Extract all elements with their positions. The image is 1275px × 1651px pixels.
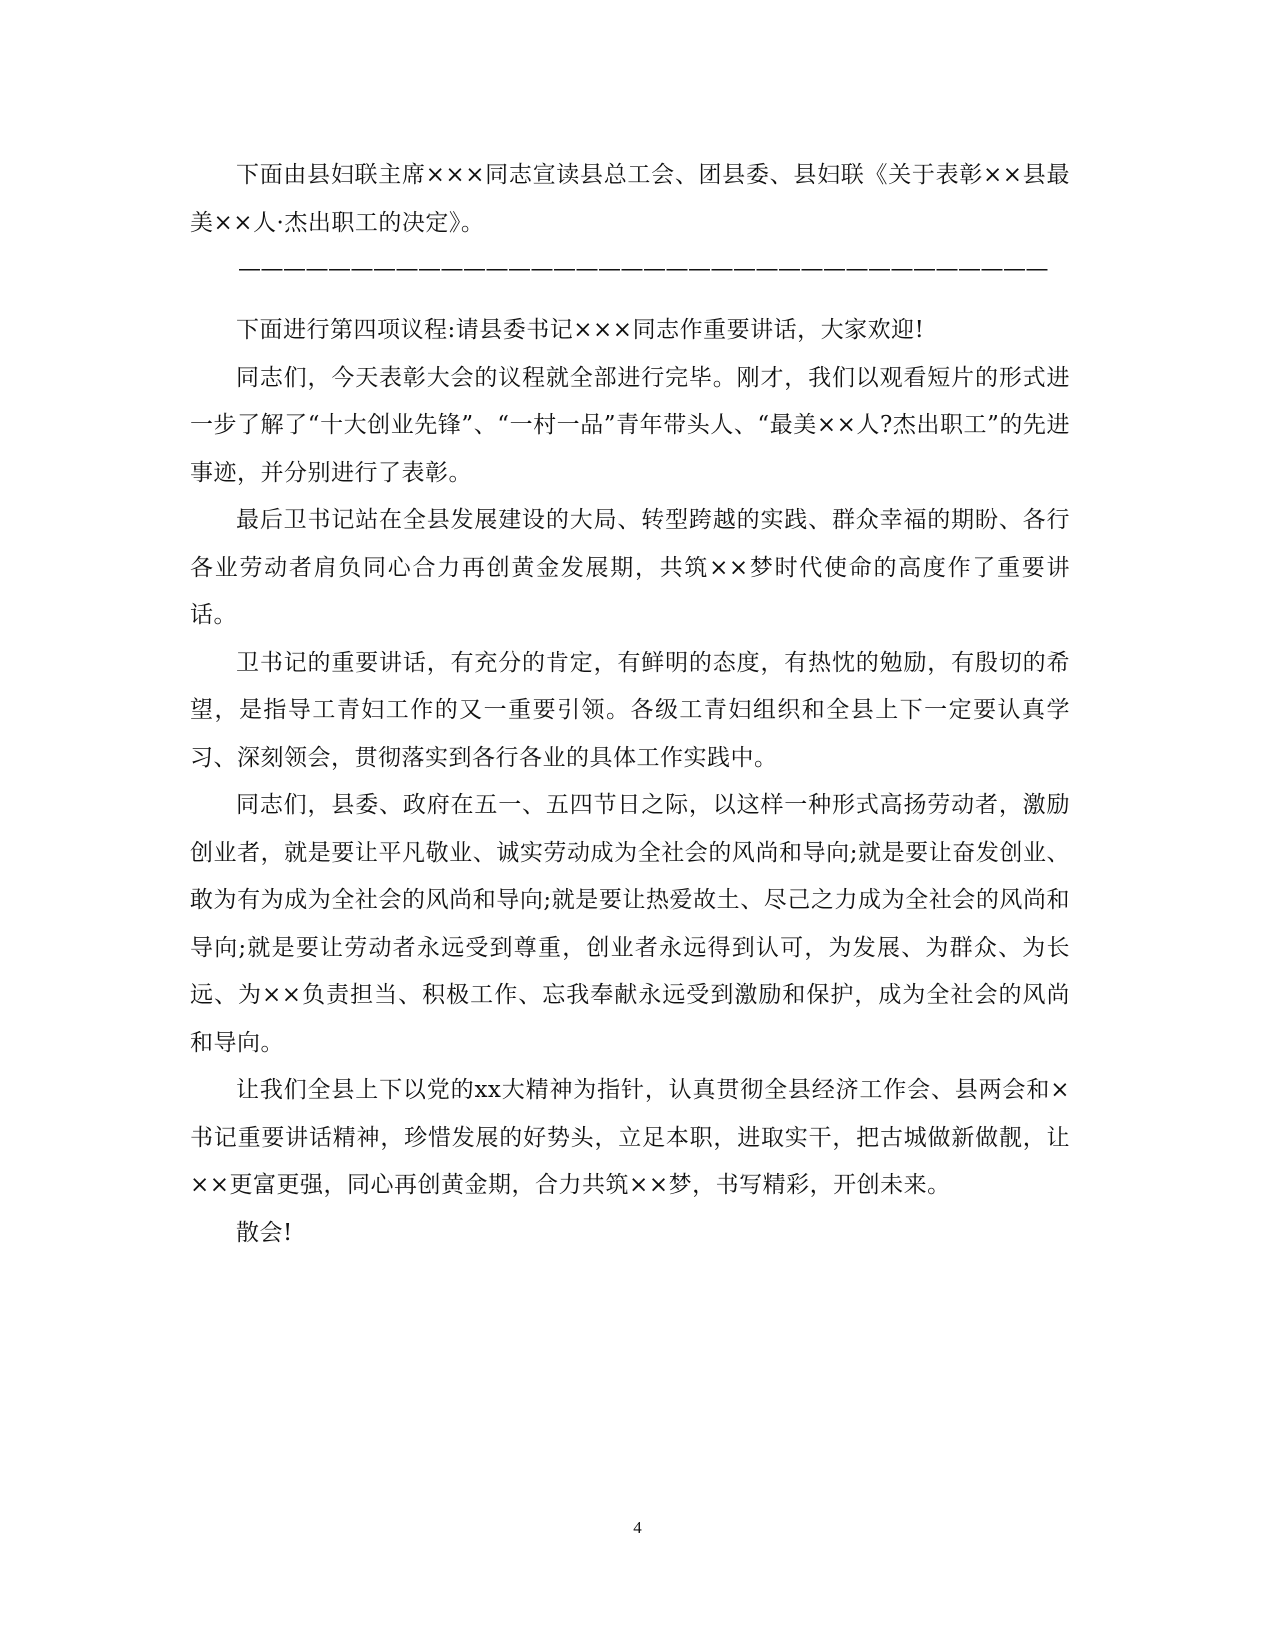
paragraph-closing: 散会! — [236, 1219, 293, 1246]
paragraph-speech-evaluation: 卫书记的重要讲话，有充分的肯定，有鲜明的态度，有热忱的勉励，有殷切的希望，是指导工青妇工作的又一重要引领。各级工青妇组织和全县上下一定要认真学习、深刻领会，贯彻落实到各行各业的具体工作实践中。 — [190, 649, 1070, 771]
paragraph-announcement: 下面由县妇联主席×××同志宣读县总工会、团县委、县妇联《关于表彰××县最美××人·杰出职工的决定》。 — [190, 162, 1070, 236]
paragraph-summary: 同志们，今天表彰大会的议程就全部进行完毕。刚才，我们以观看短片的形式进一步了解了“十大创业先锋”、“一村一品”青年带头人、“最美××人?杰出职工”的先进事迹，并分别进行了表彰。 — [190, 364, 1070, 486]
paragraph-call-to-action: 让我们全县上下以党的xx大精神为指针，认真贯彻全县经济工作会、县两会和×书记重要讲话精神，珍惜发展的好势头，立足本职，进取实干，把古城做新做靓，让××更富更强，同心再创黄金期，合力共筑××梦，书写精彩，开创未来。 — [190, 1077, 1070, 1198]
paragraph-agenda-four: 下面进行第四项议程:请县委书记×××同志作重要讲话，大家欢迎! — [236, 317, 925, 343]
paragraph-social-values: 同志们，县委、政府在五一、五四节日之际，以这样一种形式高扬劳动者，激励创业者，就是要让平凡敬业、诚实劳动成为全社会的风尚和导向;就是要让奋发创业、敢为有为成为全社会的风尚和导向;就是要让热爱故土、尽己之力成为全社会的风尚和导向;就是要让劳动者永远受到尊重，创业者永远得到认可，为发展、为群众、为长远、为××负责担当、积极工作、忘我奉献永远受到激励和保护，成为全社会的风尚和导向。 — [190, 792, 1070, 1056]
paragraph-speech: 最后卫书记站在全县发展建设的大局、转型跨越的实践、群众幸福的期盼、各行各业劳动者肩负同心合力再创黄金发展期，共筑××梦时代使命的高度作了重要讲话。 — [190, 507, 1070, 628]
page-number: 4 — [633, 1518, 642, 1537]
section-divider: ———————————————————————————————————— — [238, 256, 1048, 282]
document-body — [190, 152, 1070, 1257]
